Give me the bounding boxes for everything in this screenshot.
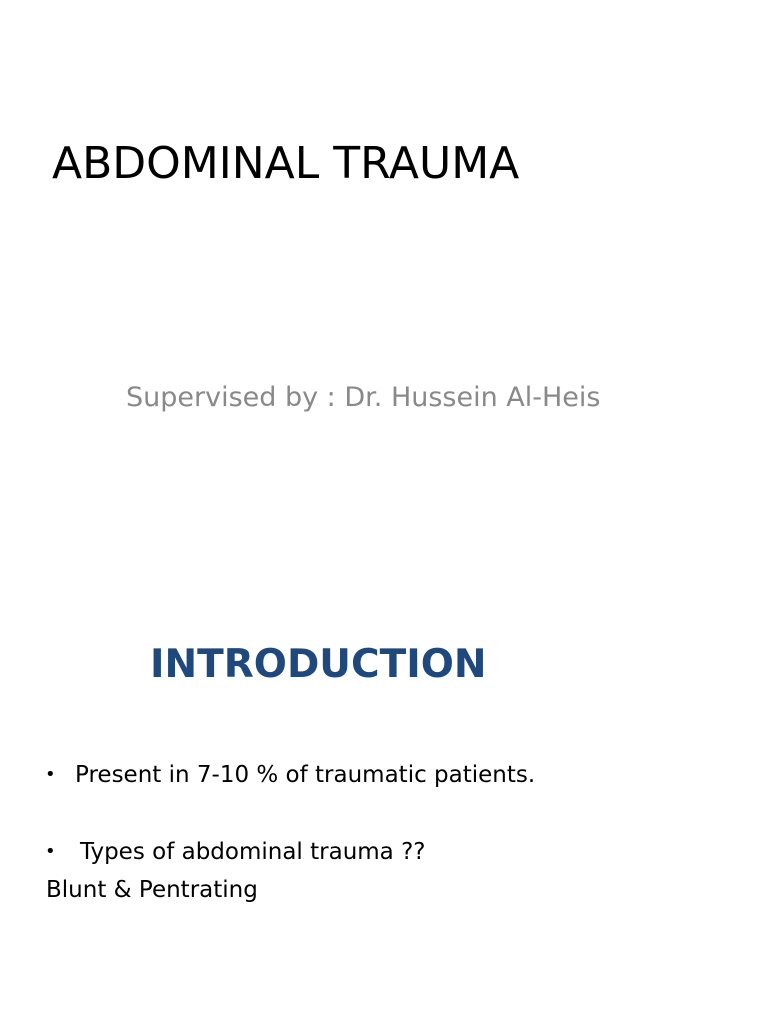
bullet-text: Types of abdominal trauma ?? — [80, 839, 426, 865]
slide-subtitle: Supervised by : Dr. Hussein Al-Heis — [126, 382, 601, 413]
section-heading: INTRODUCTION — [150, 642, 487, 687]
bullet-icon: • — [45, 764, 56, 785]
bullet-icon: • — [45, 841, 56, 862]
body-text-line: Blunt & Pentrating — [46, 877, 258, 903]
bullet-text: Present in 7-10 % of traumatic patients. — [75, 762, 536, 788]
slide-title: ABDOMINAL TRAUMA — [52, 138, 520, 189]
bullet-item — [45, 760, 535, 790]
bullet-item — [45, 837, 426, 867]
